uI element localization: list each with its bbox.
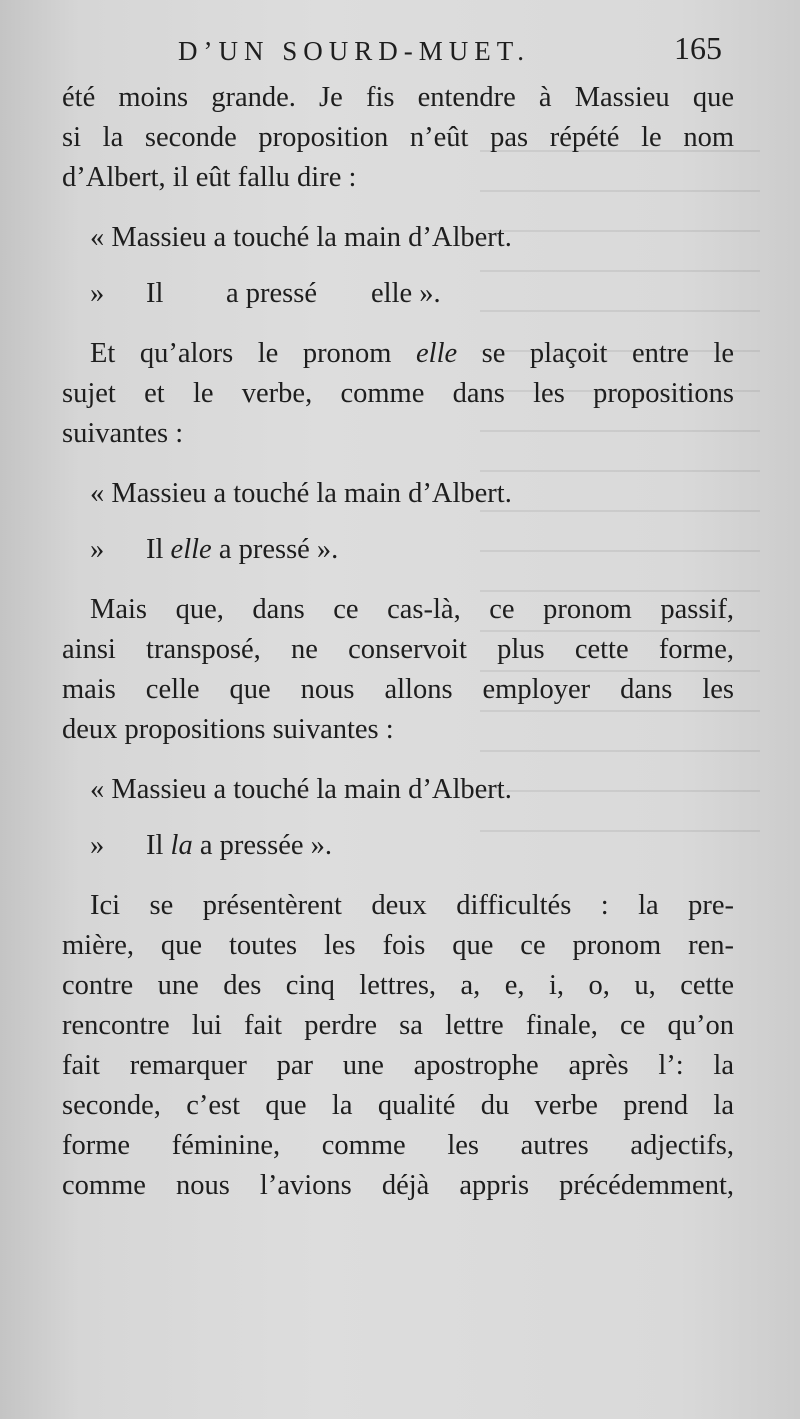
text-line: d’Albert, il eût fallu dire : (62, 162, 357, 193)
example-line: « Massieu a touché la main d’Albert. (90, 774, 512, 805)
example-line: « Massieu a touché la main d’Albert. (90, 222, 512, 253)
text-line: sujet et le verbe, comme dans les propositions (62, 378, 734, 409)
example-line (62, 826, 734, 866)
page-header (178, 30, 738, 70)
italic-word: elle (170, 534, 212, 565)
example-word: elle ». (371, 278, 441, 309)
example-word: a pressée ». (199, 830, 332, 861)
text-line: été moins grande. Je fis entendre à Massieu que (62, 82, 734, 113)
example-word: Il (146, 278, 164, 309)
text-line: comme nous l’avions déjà appris précédemment, (62, 1170, 734, 1201)
example-word: Il (146, 830, 164, 861)
example-word: a pressé ». (218, 534, 339, 565)
text-line: ainsi transposé, ne conservoit plus cette forme, (62, 634, 734, 665)
text-line: fait remarquer par une apostrophe après l’: la (62, 1050, 734, 1081)
example-word: Il (146, 534, 164, 565)
example-line (62, 530, 734, 570)
text-line (62, 334, 734, 374)
text-line: deux propositions suivantes : (62, 714, 394, 745)
example-line: « Massieu a touché la main d’Albert. (90, 478, 512, 509)
quote-mark: » (90, 278, 105, 309)
text-line: mière, que toutes les fois que ce pronom ren- (62, 930, 734, 961)
running-title: D’UN SOURD-MUET. (178, 36, 530, 66)
italic-word: elle (416, 338, 458, 369)
text-line: si la seconde proposition n’eût pas répété le nom (62, 122, 734, 153)
text-line: seconde, c’est que la qualité du verbe prend la (62, 1090, 734, 1121)
example-word: a pressé (226, 278, 317, 309)
text-line: suivantes : (62, 418, 184, 449)
page-number: 165 (674, 30, 722, 66)
quote-mark: » (90, 830, 105, 861)
text-span: Et qu’alors le pronom (90, 338, 392, 369)
body-text (62, 78, 734, 1206)
text-line: forme féminine, comme les autres adjectifs, (62, 1130, 734, 1161)
text-line: mais celle que nous allons employer dans les (62, 674, 734, 705)
text-span: se plaçoit entre le (481, 338, 735, 369)
quote-mark: » (90, 534, 105, 565)
text-line: Ici se présentèrent deux difficultés : la pre- (90, 890, 734, 921)
text-line: rencontre lui fait perdre sa lettre finale, ce qu’on (62, 1010, 734, 1041)
example-line (62, 274, 734, 314)
text-line: contre une des cinq lettres, a, e, i, o, u, cette (62, 970, 734, 1001)
text-line: Mais que, dans ce cas-là, ce pronom passif, (90, 594, 734, 625)
italic-word: la (170, 830, 193, 861)
